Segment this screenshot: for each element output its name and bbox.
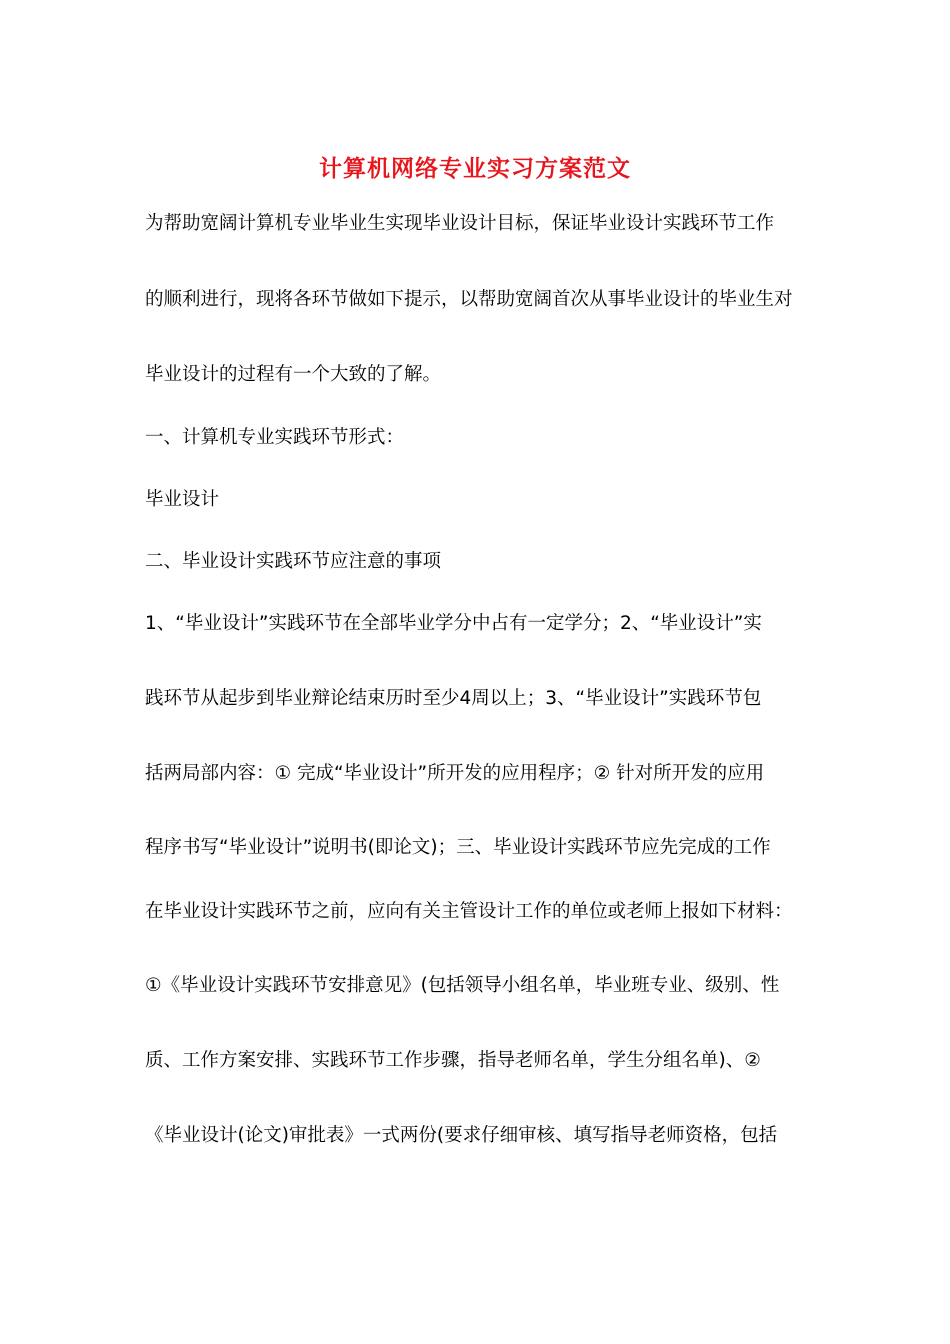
text-line: 践环节从起步到毕业辩论结束历时至少4周以上；3、“毕业设计”实践环节包 <box>145 688 762 709</box>
text-line: 为帮助宽阔计算机专业毕业生实现毕业设计目标，保证毕业设计实践环节工作 <box>145 213 775 234</box>
text-line: 《毕业设计(论文)审批表》一式两份(要求仔细审核、填写指导老师资格，包括 <box>145 1125 778 1146</box>
text-line: 的顺利进行，现将各环节做如下提示，以帮助宽阔首次从事毕业设计的毕业生对 <box>145 289 793 310</box>
text-line: 在毕业设计实践环节之前，应向有关主管设计工作的单位或老师上报如下材料： <box>145 901 793 922</box>
section-heading: 二、毕业设计实践环节应注意的事项 <box>145 551 442 572</box>
text-line: 1、“毕业设计”实践环节在全部毕业学分中占有一定学分；2、“毕业设计”实 <box>145 613 762 634</box>
text-line: 毕业设计 <box>145 489 220 510</box>
text-line: 程序书写“毕业设计”说明书(即论文)；三、毕业设计实践环节应先完成的工作 <box>145 837 771 858</box>
text-line: 括两局部内容：① 完成“毕业设计”所开发的应用程序；② 针对所开发的应用 <box>145 763 765 784</box>
section-heading: 一、计算机专业实践环节形式： <box>145 427 405 448</box>
text-line: 毕业设计的过程有一个大致的了解。 <box>145 364 442 385</box>
text-line: 质、工作方案安排、实践环节工作步骤，指导老师名单，学生分组名单)、② <box>145 1050 761 1071</box>
text-line: ①《毕业设计实践环节安排意见》(包括领导小组名单，毕业班专业、级别、性 <box>145 975 780 996</box>
document-title: 计算机网络专业实习方案范文 <box>319 155 631 182</box>
